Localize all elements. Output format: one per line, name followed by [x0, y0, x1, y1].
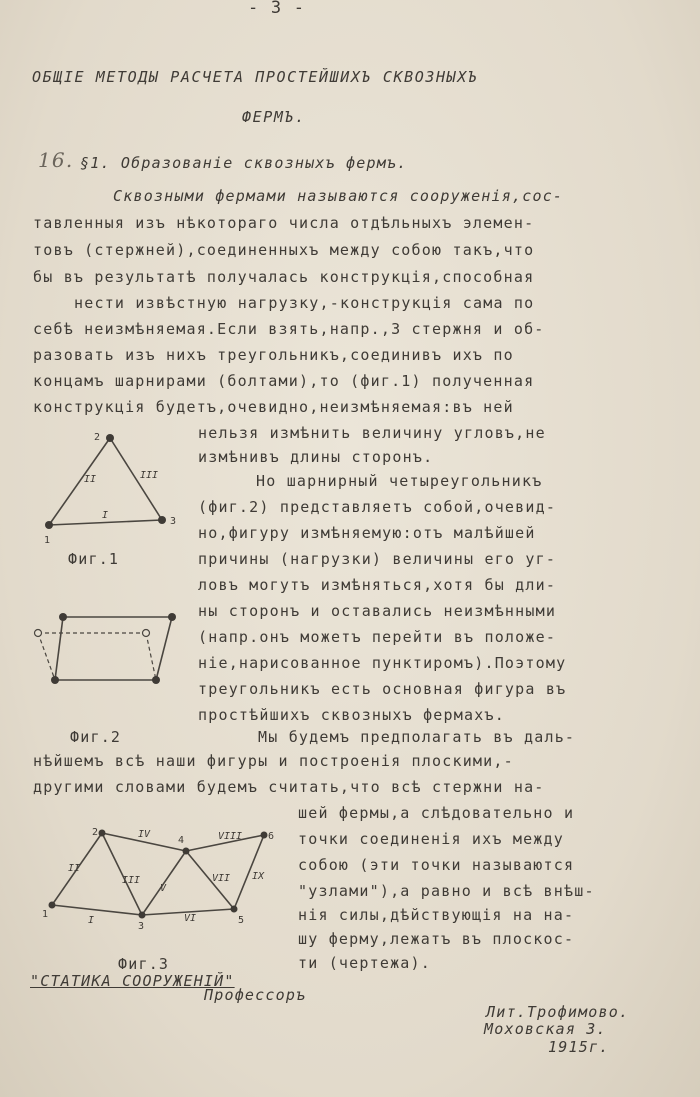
fig2-caption: Фиг.2 — [70, 728, 122, 746]
fig3-node-1: 1 — [42, 909, 49, 920]
title-line-2: ФЕРМЪ. — [242, 108, 306, 126]
fig3-node-5: 5 — [238, 915, 245, 926]
fig3-bar-7: VII — [212, 873, 231, 884]
fig2-side-line-7: нiе,нарисованное пунктиромъ).Поэтому — [198, 654, 567, 672]
planar-line-0: нѣйшемъ всѣ наши фигуры и построенiя плоскими,- — [33, 752, 514, 770]
margin-note: 16. — [38, 148, 74, 172]
fig2-side-line-3: причины (нагрузки) величины его уг- — [198, 550, 557, 568]
footer-right-1: Лит.Трофимово. — [486, 1003, 630, 1021]
intro-line-1: тавленныя изъ нѣкотораго числа отдѣльныхъ элемен- — [33, 214, 535, 232]
fig3-side-line-2: собою (эти точки называются — [298, 856, 575, 874]
figure-3-truss — [40, 825, 290, 935]
planar-start-line: Мы будемъ предполагать въ даль- — [258, 728, 576, 746]
fig3-side-line-5: шу ферму,лежатъ въ плоскос- — [298, 930, 575, 948]
planar-line-1: другими словами будемъ считать,что всѣ стержни на- — [33, 778, 545, 796]
intro-line-0: Сквозными фермами называются сооруженiя,сос- — [113, 187, 564, 205]
footer-author: Профессоръ — [204, 986, 307, 1004]
fig1-bar-1: I — [102, 510, 109, 521]
intro-line-5: себѣ неизмѣняемая.Если взять,напр.,3 стержня и об- — [33, 320, 545, 338]
fig3-side-line-3: "узлами"),а равно и всѣ внѣш- — [298, 882, 595, 900]
fig1-node-3: 3 — [170, 516, 177, 527]
page-number: - 3 - — [248, 0, 306, 18]
fig2-side-line-9: простѣйшихъ сквозныхъ фермахъ. — [198, 706, 505, 724]
fig1-node-2: 2 — [94, 432, 101, 443]
fig1-caption: Фиг.1 — [68, 550, 120, 568]
fig1-node-1: 1 — [44, 535, 51, 546]
fig2-side-line-6: (напр.онъ можетъ перейти въ положе- — [198, 628, 557, 646]
fig1-bar-3: III — [140, 470, 159, 481]
fig3-bar-2: II — [68, 863, 81, 874]
footer-right-3: 1915г. — [548, 1038, 610, 1056]
fig2-side-line-4: ловъ могутъ измѣняться,хотя бы дли- — [198, 576, 557, 594]
fig3-bar-5: V — [160, 883, 167, 894]
intro-line-2: товъ (стержней),соединенныхъ между собою такъ,что — [33, 241, 535, 259]
fig1-side-line-1: измѣнивъ длины сторонъ. — [198, 448, 434, 466]
fig2-side-line-0: Но шарнирный четыреугольникъ — [256, 472, 543, 490]
fig3-side-line-0: шей фермы,а слѣдовательно и — [298, 804, 575, 822]
figure-2-quadrilateral — [30, 605, 190, 705]
fig3-side-line-4: нiя силы,дѣйствующiя на на- — [298, 906, 575, 924]
fig3-node-2: 2 — [92, 827, 99, 838]
intro-line-7: концамъ шарнирами (болтами),то (фиг.1) полученная — [33, 372, 535, 390]
figure-1-triangle — [34, 428, 194, 558]
fig3-bar-3: III — [122, 875, 141, 886]
fig3-caption: Фиг.3 — [118, 955, 170, 973]
fig1-side-line-0: нельзя измѣнить величину угловъ,не — [198, 424, 546, 442]
intro-line-6: разовать изъ нихъ треугольникъ,соединивъ ихъ по — [33, 346, 514, 364]
footer-right-2: Моховская 3. — [484, 1020, 607, 1038]
fig1-bar-2: II — [84, 474, 97, 485]
footer-stamp: "СТАТИКА СООРУЖЕНIЙ" — [30, 972, 235, 990]
fig3-node-3: 3 — [138, 921, 145, 932]
fig3-bar-4: IV — [138, 829, 151, 840]
intro-line-8: конструкцiя будетъ,очевидно,неизмѣняемая:въ ней — [33, 398, 514, 416]
fig3-side-line-6: ти (чертежа). — [298, 954, 431, 972]
fig2-side-line-2: но,фигуру измѣняемую:отъ малѣйшей — [198, 524, 536, 542]
intro-line-3: бы въ результатѣ получалась конструкцiя,способная — [33, 268, 535, 286]
fig3-node-6: 6 — [268, 831, 275, 842]
fig3-side-line-1: точки соединенiя ихъ между — [298, 830, 564, 848]
fig3-bar-9: IX — [252, 871, 265, 882]
fig2-side-line-5: ны сторонъ и оставались неизмѣнными — [198, 602, 557, 620]
intro-line-4: нести извѣстную нагрузку,-конструкцiя сама по — [74, 294, 535, 312]
fig3-bar-8: VIII — [218, 831, 243, 842]
fig3-bar-6: VI — [184, 913, 197, 924]
section-heading: §1. Образованiе сквозныхъ фермъ. — [80, 154, 408, 172]
fig2-side-line-1: (фиг.2) представляетъ собой,очевид- — [198, 498, 557, 516]
title-line-1: ОБЩIЕ МЕТОДЫ РАСЧЕТА ПРОСТЕЙШИХЪ СКВОЗНЫХЪ — [32, 68, 479, 86]
fig3-bar-1: I — [88, 915, 95, 926]
fig2-side-line-8: треугольникъ есть основная фигура въ — [198, 680, 567, 698]
fig3-node-4: 4 — [178, 835, 185, 846]
